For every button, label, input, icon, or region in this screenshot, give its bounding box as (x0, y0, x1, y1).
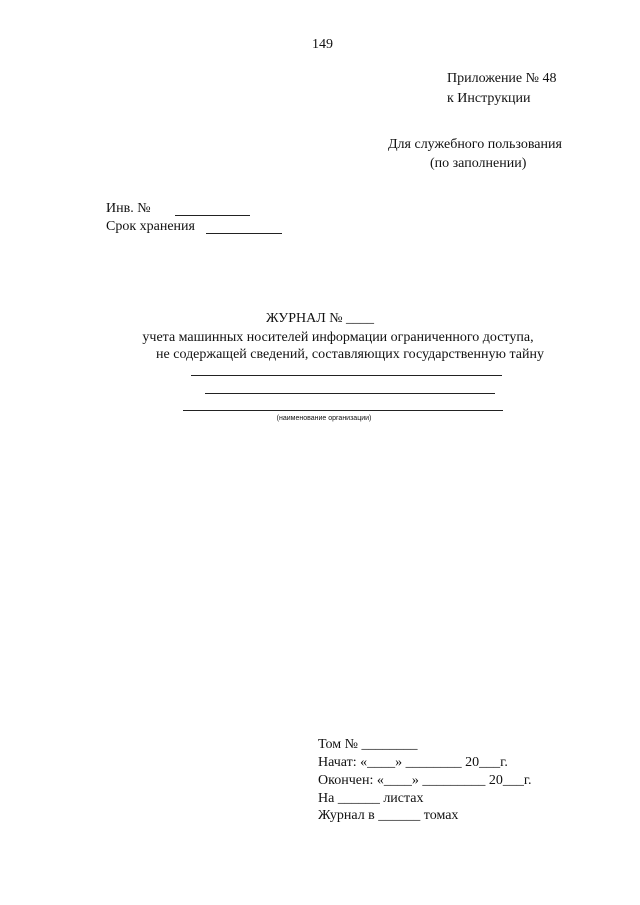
organization-line-2 (205, 393, 495, 394)
journal-title: ЖУРНАЛ № ____ (265, 311, 375, 326)
classification-label: Для служебного пользования (388, 137, 562, 152)
volumes-count: Журнал в ______ томах (318, 808, 459, 823)
organization-line-1 (191, 375, 502, 376)
classification-note: (по заполнении) (430, 156, 527, 171)
storage-period-line (206, 233, 282, 234)
inventory-number-label: Инв. № (106, 201, 151, 216)
organization-line-3 (183, 410, 503, 411)
journal-subtitle-line1: учета машинных носителей информации ограниченного доступа, (142, 330, 534, 345)
appendix-label: Приложение № 48 (447, 71, 557, 86)
sheets-count: На ______ листах (318, 791, 424, 806)
inventory-number-line (175, 215, 250, 216)
ended-date: Окончен: «____» _________ 20___г. (318, 773, 532, 788)
started-date: Начат: «____» ________ 20___г. (318, 755, 508, 770)
appendix-reference: к Инструкции (447, 91, 531, 106)
journal-subtitle-line2: не содержащей сведений, составляющих государственную тайну (156, 347, 544, 362)
volume-number: Том № ________ (318, 737, 418, 752)
page-number: 149 (312, 37, 333, 52)
organization-caption: (наименование организации) (276, 415, 372, 422)
storage-period-label: Срок хранения (106, 219, 195, 234)
